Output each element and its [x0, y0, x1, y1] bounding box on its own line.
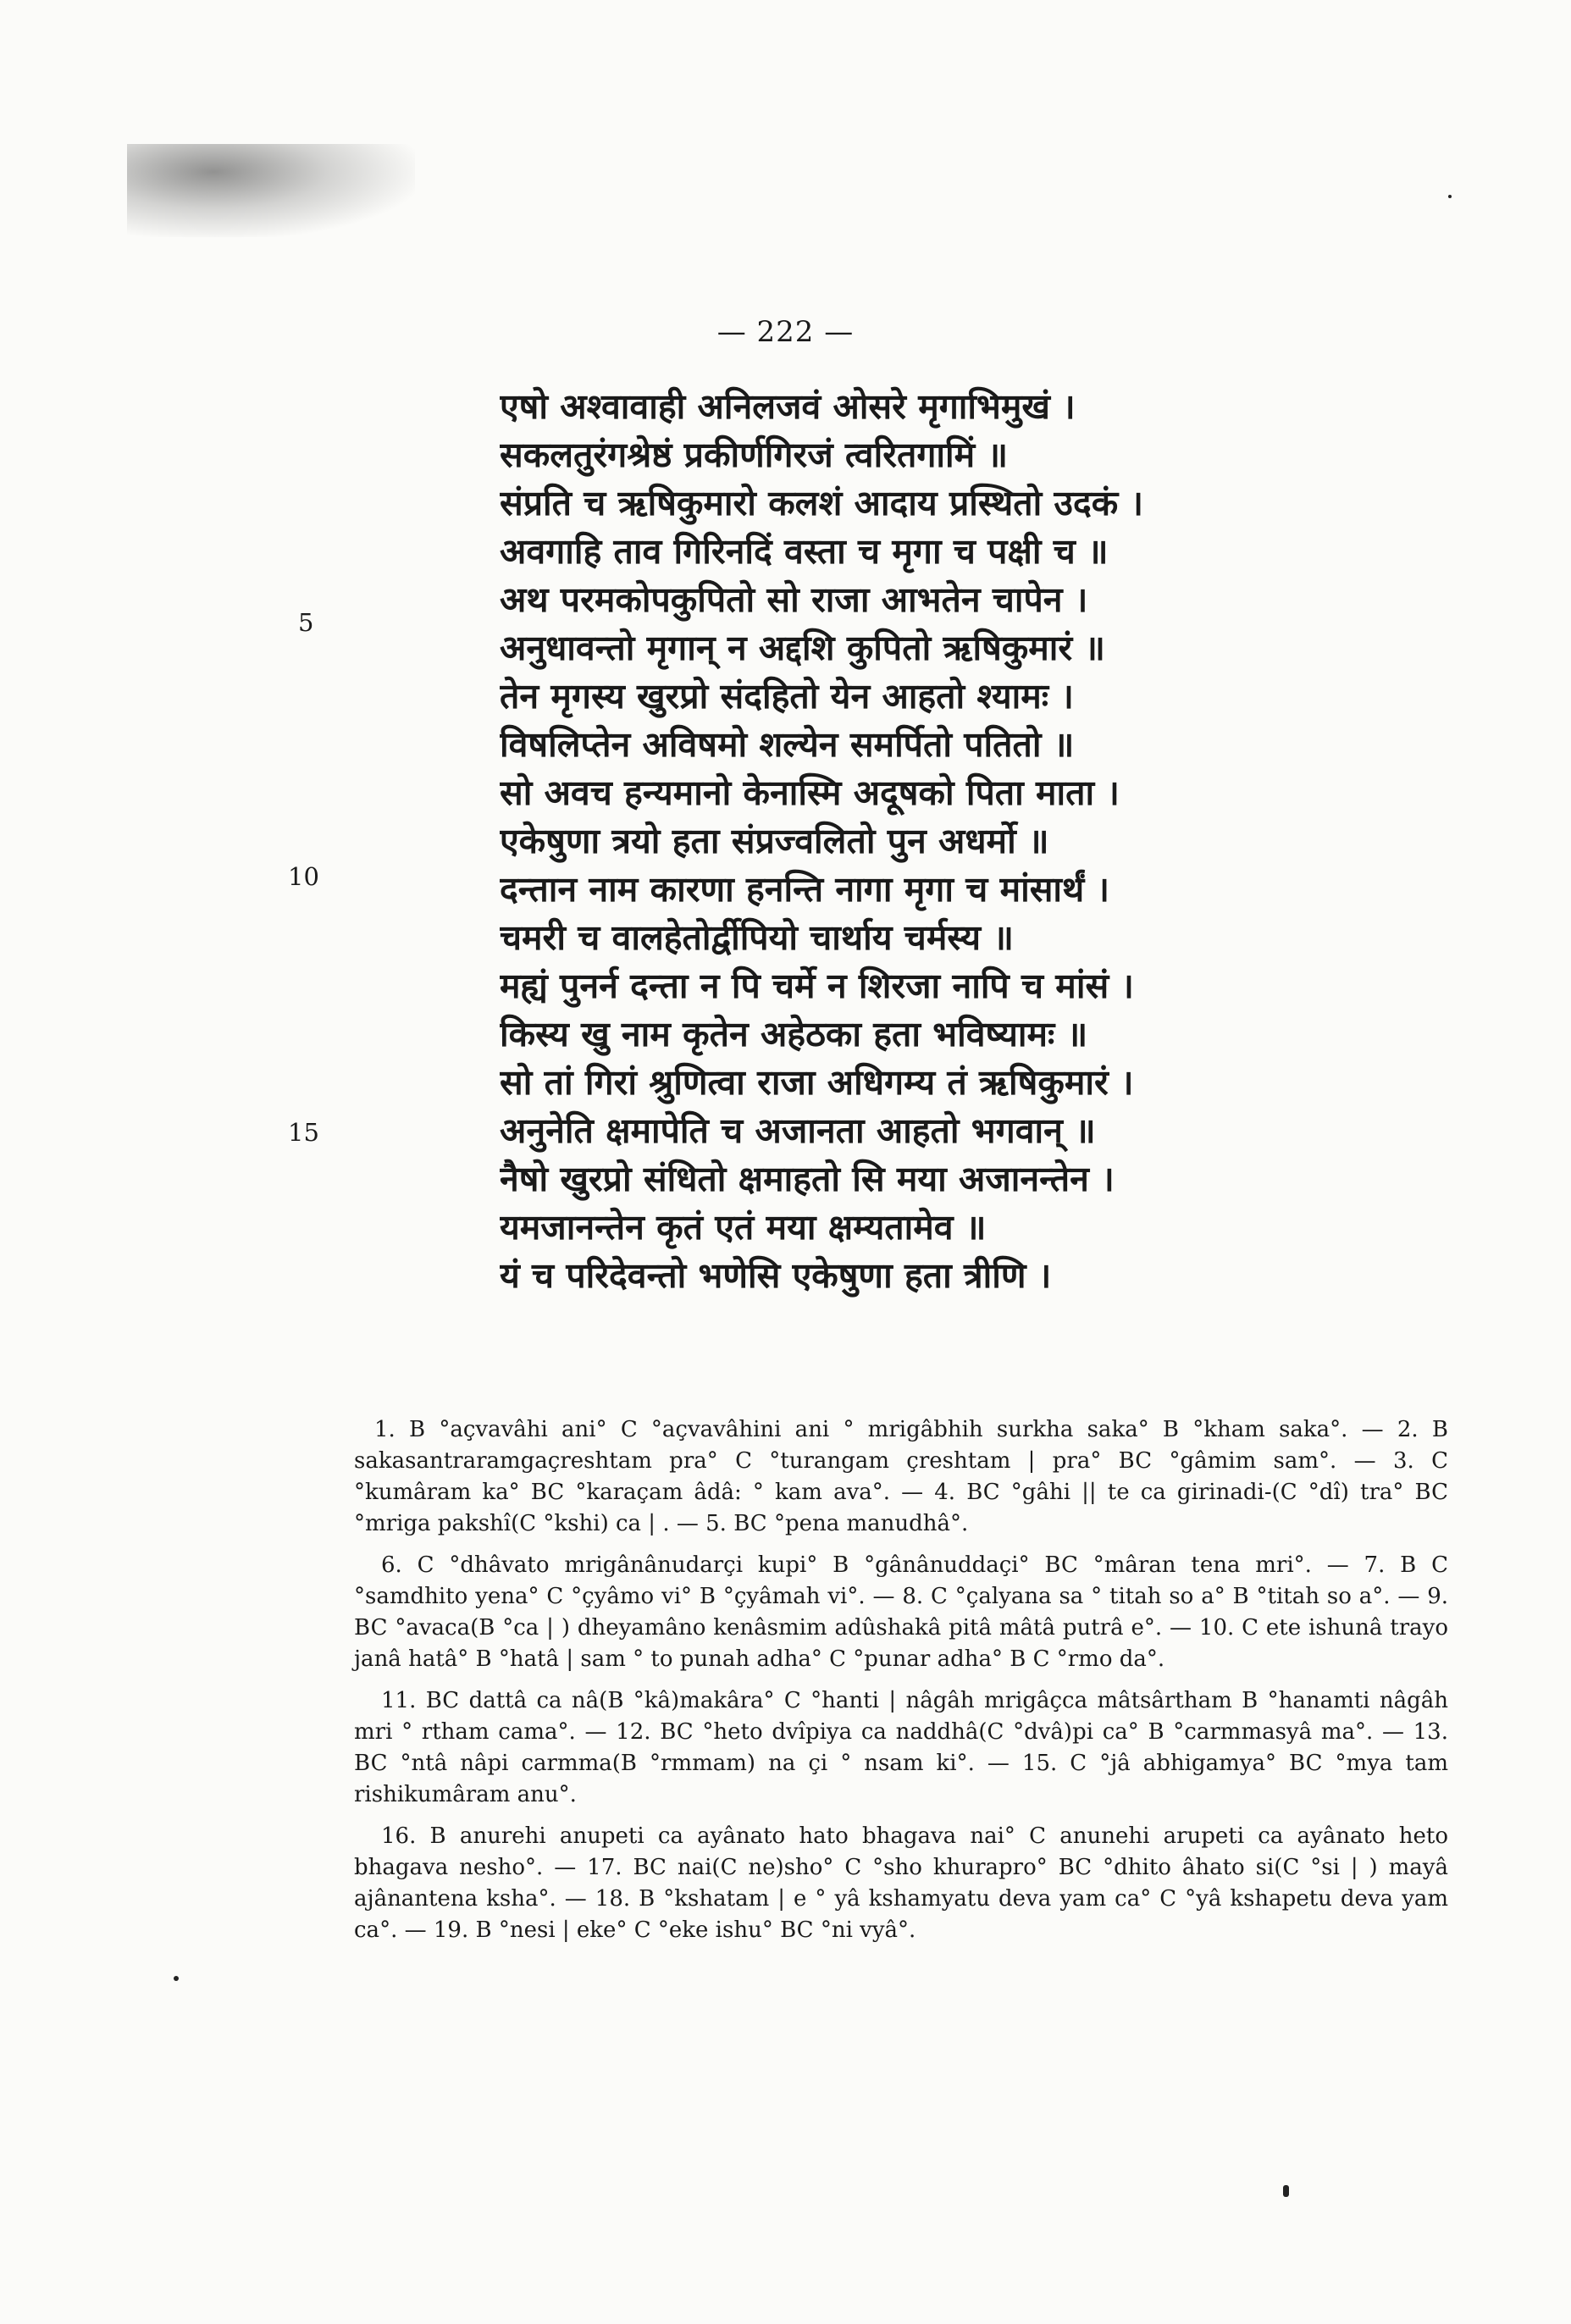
critical-notes — [354, 1414, 1448, 1956]
note-paragraph: 16. B anurehi anupeti ca ayânato hato bhagava nai° C anunehi arupeti ca ayânato heto bhagava nesho°. — 17. BC nai(C ne)sho° C °sho khurapro° BC °dhito âhato si(C °si | ) mayâ ajânantena ksha°. — 18. B °kshatam | e ° yâ kshamyatu deva yam ca° C °yâ kshapetu deva yam ca°. — 19. B °nesi | eke° C °eke ishu° BC °ni vyâ°. — [354, 1823, 1448, 1943]
verse-line: एषो अश्वावाही अनिलजवं ओसरे मृगाभिमुखं । — [500, 386, 1076, 427]
line-number-5: 5 — [298, 608, 314, 637]
verse-line: दन्तान नाम कारणा हनन्ति नागा मृगा च मांसार्थं । — [500, 869, 1110, 910]
verse-line: यं च परिदेवन्तो भणेसि एकेषुणा हता त्रीणि । — [500, 1255, 1052, 1296]
verse-line: यमजानन्तेन कृतं एतं मया क्षम्यतामेव ॥ — [500, 1207, 987, 1248]
verse-line: नैषो खुरप्रो संधितो क्षमाहतो सि मया अजानन्तेन । — [500, 1159, 1115, 1199]
verse-line: सकलतुरंगश्रेष्ठं प्रकीर्णगिरजं त्वरितगामिं ॥ — [500, 434, 1009, 475]
note-paragraph: 1. B °açvavâhi ani° C °açvavâhini ani ° mrigâbhih surkha saka° B °kham saka°. — 2. B sakasantraramgaçreshtam pra° C °turangam çreshtam | pra° BC °gâmim sam°. — 3. C °kumâram ka° BC °karaçam âdâ: ° kam ava°. — 4. BC °gâhi || te ca girinadi-(C °dî) tra° BC °mriga pakshî(C °kshi) ca | . — 5. BC °pena manudhâ°. — [354, 1417, 1448, 1536]
verse-line: मह्यं पुनर्न दन्ता न पि चर्मे न शिरजा नापि च मांसं । — [500, 966, 1134, 1006]
note-paragraph: 11. BC dattâ ca nâ(B °kâ)makâra° C °hanti | nâgâh mrigâçca mâtsârtham B °hanamti nâgâh mri ° rtham cama°. — 12. BC °heto dvîpiya ca naddhâ(C °dvâ)pi ca° B °carmmasyâ ma°. — 13. BC °ntâ nâpi carmma(B °rmmam) na çi ° nsam ki°. — 15. C °jâ abhigamya° BC °mya tam rishikumâram anu°. — [354, 1688, 1448, 1807]
page-number: — 222 — — [716, 315, 855, 349]
speck-mark — [1448, 195, 1452, 198]
speck-mark — [1283, 2185, 1289, 2197]
verse-line: अवगाहि ताव गिरिनदिं वस्ता च मृगा च पक्षी च ॥ — [500, 531, 1109, 572]
verse-line: अनुनेति क्षमापेति च अजानता आहतो भगवान् ॥ — [500, 1110, 1096, 1151]
verse-line: अनुधावन्तो मृगान् न अद्दशि कुपितो ऋषिकुमारं ॥ — [500, 628, 1105, 668]
verse-line: एकेषुणा त्रयो हता संप्रज्वलितो पुन अधर्मो ॥ — [500, 821, 1049, 861]
verse-line: सो अवच हन्यमानो केनास्मि अदूषको पिता माता । — [500, 772, 1120, 813]
verse-line: संप्रति च ऋषिकुमारो कलशं आदाय प्रस्थितो उदकं । — [500, 483, 1144, 523]
speck-mark — [174, 1976, 179, 1981]
line-number-15: 15 — [288, 1118, 319, 1147]
verse-line: विषलिप्तेन अविषमो शल्येन समर्पितो पतितो ॥ — [500, 724, 1075, 765]
verse-line: अथ परमकोपकुपितो सो राजा आभतेन चापेन । — [500, 579, 1088, 620]
verse-block — [500, 383, 1279, 1300]
scan-smudge — [127, 144, 415, 237]
verse-line: चमरी च वालहेतोर्द्वीपियो चार्थाय चर्मस्य ॥ — [500, 917, 1014, 958]
verse-line: तेन मृगस्य खुरप्रो संदहितो येन आहतो श्यामः । — [500, 676, 1074, 717]
verse-line: किस्य खु नाम कृतेन अहेठका हता भविष्यामः ॥ — [500, 1014, 1088, 1054]
line-number-10: 10 — [288, 862, 319, 891]
verse-line: सो तां गिरां श्रुणित्वा राजा अधिगम्य तं ऋषिकुमारं । — [500, 1062, 1134, 1103]
note-paragraph: 6. C °dhâvato mrigânânudarçi kupi° B °gânânuddaçi° BC °mâran tena mri°. — 7. B C °samdhito yena° C °çyâmo vi° B °çyâmah vi°. — 8. C °çalyana sa ° titah so a° B °titah so a°. — 9. BC °avaca(B °ca | ) dheyamâno kenâsmim adûshakâ pitâ mâtâ putrâ e°. — 10. C ete ishunâ trayo janâ hatâ° B °hatâ | sam ° to punah adha° C °punar adha° B C °rmo da°. — [354, 1552, 1448, 1672]
